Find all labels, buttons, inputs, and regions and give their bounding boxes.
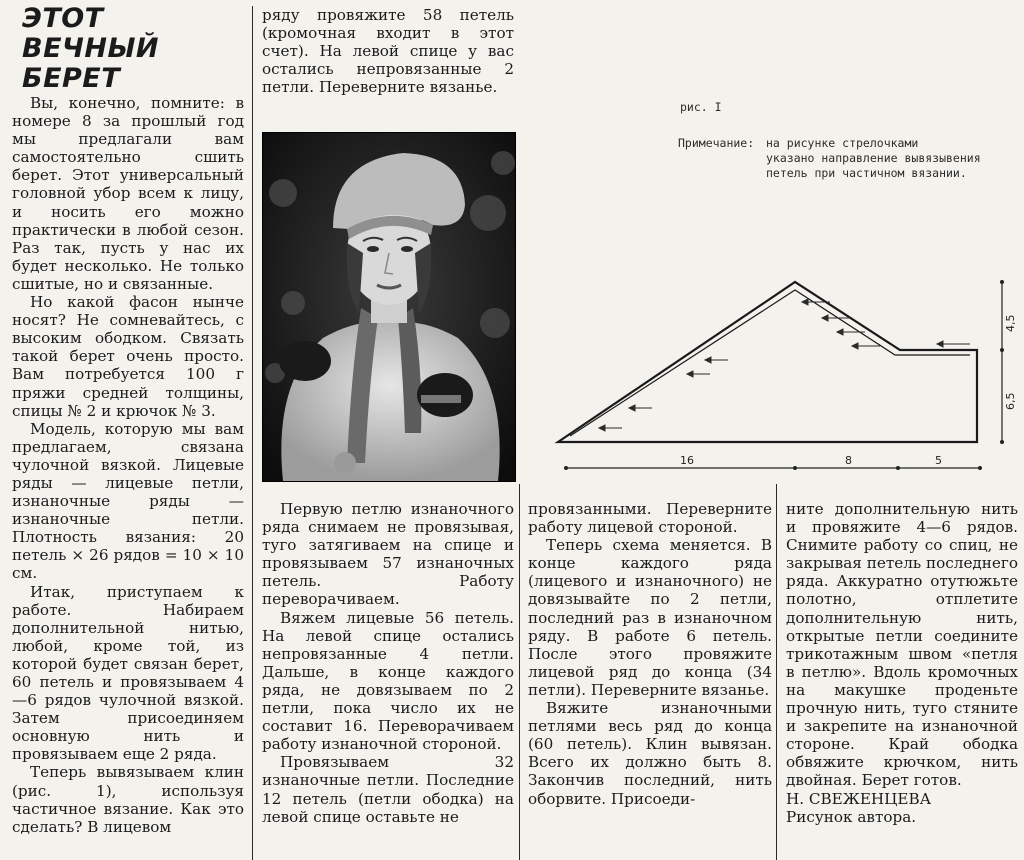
col1-paragraph-5: Теперь вывязываем клин (рис. 1), используя частичное вязание. Как это сделать? В лицевом — [12, 763, 244, 836]
figure-note-line-1: на рисунке стрелочками — [766, 136, 919, 150]
dim-tick-b — [793, 466, 797, 470]
wedge-inner-line — [570, 290, 970, 436]
dimension-4-5: 4,5 — [1004, 314, 1017, 332]
figure-note-head: Примечание: — [678, 136, 755, 150]
dimension-8: 8 — [845, 454, 852, 467]
dimension-16: 16 — [680, 454, 694, 467]
partial-knitting-arrows — [599, 299, 970, 431]
figure-note-line-2: указано направление вывязывения — [766, 151, 981, 165]
figure-note-line-3: петель при частичном вязании. — [766, 166, 967, 180]
col2-top-paragraph: ряду провяжите 58 петель (кромочная входит в этот счет). На левой спице у вас остались непровязанные 2 петли. Переверните вязанье. — [262, 6, 514, 97]
col3-paragraph-1: провязанными. Переверните работу лицевой стороной. — [528, 500, 772, 537]
title-line-2: БЕРЕТ — [22, 63, 121, 94]
col1-paragraph-1: Вы, конечно, помните: в номере 8 за прошлый год мы предлагали вам самостоятельно сшить берет. Этот универсальный головной убор всем к лицу, и носить его можно практически в любой сезон. Раз так, пусть у нас их будет несколько. Не только сшитые, но и связанные. — [12, 94, 244, 293]
photo-woman-in-beret — [262, 132, 516, 482]
column-4 — [786, 500, 1018, 860]
wedge-pattern-diagram — [540, 270, 1020, 480]
dimension-6-5: 6,5 — [1004, 392, 1017, 410]
column-rule-1 — [252, 6, 253, 860]
dim-tick-a — [564, 466, 568, 470]
col1-paragraph-3: Модель, которую мы вам предлагаем, связана чулочной вязкой. Лицевые ряды — лицевые петли, изнаночные ряды — изнаночные петли. Плотность вязания: 20 петель × 26 рядов = 10 × 10 см. — [12, 419, 244, 583]
col3-paragraph-3: Вяжите изнаночными петлями весь ряд до конца (60 петель). Клин вывязан. Всего их должно быть 8. Закончив последний, нить оборвите. Присоеди- — [528, 699, 772, 808]
title-line-1: ЭТОТ ВЕЧНЫЙ — [22, 3, 160, 64]
col3-paragraph-2: Теперь схема меняется. В конце каждого ряда (лицевого и изнаночного) не довязывайте по 2 петли, последний раз в изнаночном ряду. В работе 6 петель. После этого провяжите лицевой ряд до конца (34 петли). Переверните вязанье. — [528, 536, 772, 699]
col2-paragraph-2: Вяжем лицевые 56 петель. На левой спице остались непровязанные 4 петли. Дальше, в конце каждого ряда, не довязываем по 2 петли, пока число их не составит 16. Переворачиваем работу изнаночной стороной. — [262, 608, 514, 754]
dim-tick-g — [1000, 440, 1004, 444]
dim-tick-f — [1000, 348, 1004, 352]
col1-paragraph-4: Итак, приступаем к работе. Набираем дополнительной нитью, любой, кроме той, из которой будет связан берет, 60 петель и провязываем 4—6 рядов чулочной вязкой. Затем присоединяем основную нить и провязываем еще 2 ряда. — [12, 582, 244, 764]
illustration-credit: Рисунок автора. — [786, 807, 917, 826]
dim-tick-c — [896, 466, 900, 470]
wedge-outline — [558, 282, 977, 442]
dimension-5: 5 — [935, 454, 942, 467]
article-title — [22, 4, 247, 94]
col2-paragraph-1: Первую петлю изнаночного ряда снимаем не провязывая, туго затягиваем на спице и провязываем 57 изнаночных петель. Работу переворачиваем. — [262, 500, 514, 609]
dim-tick-e — [1000, 280, 1004, 284]
figure-label: рис. I — [680, 100, 722, 114]
author-name: Н. СВЕЖЕНЦЕВА — [786, 789, 932, 808]
col1-paragraph-2: Но какой фасон нынче носят? Не сомневайтесь, с высоким ободком. Связать такой берет очень просто. Вам потребуется 100 г пряжи средней толщины, спицы № 2 и крючок № 3. — [12, 293, 244, 420]
column-rule-2 — [519, 484, 520, 860]
column-2-top — [262, 6, 514, 126]
column-2-bottom — [262, 500, 514, 860]
photo-illustration — [263, 133, 515, 481]
column-1 — [12, 94, 244, 860]
column-rule-3 — [776, 484, 777, 860]
col2-paragraph-3: Провязываем 32 изнаночные петли. Последние 12 петель (петли ободка) на левой спице оставьте не — [262, 753, 514, 826]
dim-tick-d — [978, 466, 982, 470]
col4-paragraph-1: ните дополнительную нить и провяжите 4—6 рядов. Снимите работу со спиц, не закрывая петель последнего ряда. Аккуратно отутюжьте полотно, отплетите дополнительную нить, открытые петли соедините трикотажным швом «петля в петлю». Вдоль кромочных на макушке проденьте прочную нить, туго стяните и закрепите на изнаночной стороне. Край ободка обвяжите крючком, нить двойная. Берет готов. — [786, 500, 1018, 790]
column-3 — [528, 500, 772, 860]
